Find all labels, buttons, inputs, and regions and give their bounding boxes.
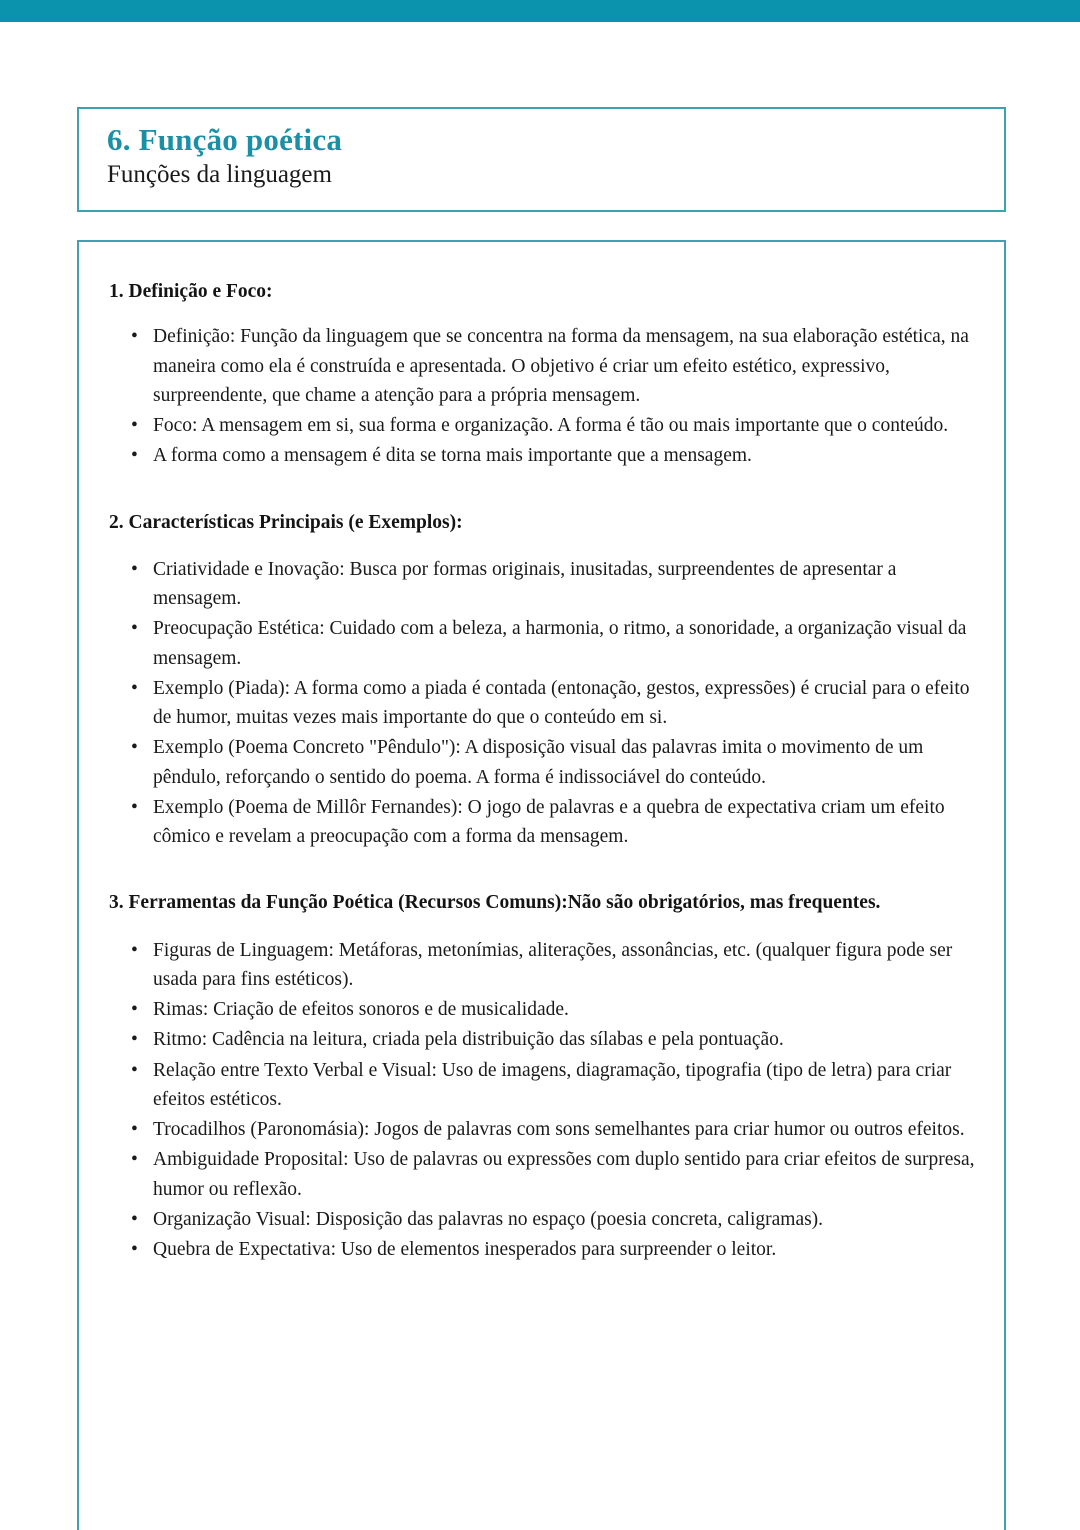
list-item [109,1145,978,1204]
list-item [109,441,978,470]
list-item [109,1235,978,1264]
section-bullet-list [109,555,978,852]
page-subtitle: Funções da linguagem [107,160,332,188]
list-item [109,793,978,852]
title-box [77,107,1006,212]
content-box [77,240,1006,1530]
section-bullet-list [109,322,978,470]
list-item [109,1025,978,1054]
list-item-text: Ambiguidade Proposital: Uso de palavras ou expressões com duplo sentido para criar efeitos de surpresa, humor ou reflexão. [153,1149,975,1200]
list-item [109,995,978,1024]
list-item [109,322,978,410]
bullet-icon: • [131,737,138,759]
document-page [0,22,1080,1528]
section-definicao-e-foco [109,278,978,471]
bullet-icon: • [131,1119,138,1141]
list-item [109,1056,978,1115]
list-item-text: Exemplo (Poema Concreto "Pêndulo"): A disposição visual das palavras imita o movimento de um pêndulo, reforçando o sentido do poema. A forma é indissociável do conteúdo. [153,737,924,788]
list-item [109,411,978,440]
bullet-icon: • [131,445,138,467]
bullet-icon: • [131,677,138,699]
list-item [109,733,978,792]
list-item-text: Relação entre Texto Verbal e Visual: Uso de imagens, diagramação, tipografia (tipo de letra) para criar efeitos estéticos. [153,1059,952,1110]
section-heading: 1. Definição e Foco: [109,281,273,302]
bullet-icon: • [131,1029,138,1051]
section-bullet-list [109,936,978,1265]
top-accent-band [0,0,1080,22]
list-item-text: Preocupação Estética: Cuidado com a beleza, a harmonia, o ritmo, a sonoridade, a organização visual da mensagem. [153,618,967,669]
bullet-icon: • [131,415,138,437]
bullet-icon: • [131,326,138,348]
list-item [109,1115,978,1144]
list-item-text: Quebra de Expectativa: Uso de elementos inesperados para surpreender o leitor. [153,1239,777,1261]
section-caracteristicas-principais [109,509,978,852]
list-item-text: Foco: A mensagem em si, sua forma e organização. A forma é tão ou mais importante que o conteúdo. [153,415,949,437]
bullet-icon: • [131,1239,138,1261]
bullet-icon: • [131,796,138,818]
list-item-text: A forma como a mensagem é dita se torna mais importante que a mensagem. [153,445,752,467]
list-item-text: Criatividade e Inovação: Busca por formas originais, inusitadas, surpreendentes de apresentar a mensagem. [153,558,897,610]
list-item-text: Figuras de Linguagem: Metáforas, metonímias, aliterações, assonâncias, etc. (qualquer figura pode ser usada para fins estéticos). [153,939,953,990]
list-item-text: Exemplo (Poema de Millôr Fernandes): O jogo de palavras e a quebra de expectativa criam um efeito cômico e revelam a preocupação com a forma da mensagem. [153,796,945,848]
bullet-icon: • [131,618,138,640]
bullet-icon: • [131,999,138,1021]
list-item [109,1205,978,1234]
bullet-icon: • [131,558,138,580]
list-item [109,674,978,733]
bullet-icon: • [131,939,138,961]
list-item [109,614,978,673]
bullet-icon: • [131,1149,138,1171]
list-item-text: Definição: Função da linguagem que se concentra na forma da mensagem, na sua elaboração estética, na maneira como ela é construída e apresentada. O objetivo é criar um efeito estético, expressivo, surpreendente, que chame a atenção para a própria mensagem. [153,326,969,406]
bullet-icon: • [131,1208,138,1230]
page-title: 6. Função poética [107,122,343,157]
list-item-text: Trocadilhos (Paronomásia): Jogos de palavras com sons semelhantes para criar humor ou outros efeitos. [153,1119,965,1141]
bullet-icon: • [131,1059,138,1081]
list-item-text: Organização Visual: Disposição das palavras no espaço (poesia concreta, caligramas). [153,1208,824,1230]
list-item [109,555,978,614]
list-item-text: Exemplo (Piada): A forma como a piada é contada (entonação, gestos, expressões) é crucial para o efeito de humor, muitas vezes mais importante do que o conteúdo em si. [153,677,970,729]
list-item [109,936,978,995]
title-box-inner [79,109,1004,189]
section-ferramentas-da-funcao-poetica [109,889,978,1264]
section-heading: 3. Ferramentas da Função Poética (Recursos Comuns):Não são obrigatórios, mas frequentes. [109,892,881,914]
list-item-text: Ritmo: Cadência na leitura, criada pela distribuição das sílabas e pela pontuação. [153,1029,784,1051]
content-box-inner [79,242,1004,1264]
list-item-text: Rimas: Criação de efeitos sonoros e de musicalidade. [153,999,569,1021]
section-heading: 2. Características Principais (e Exemplos): [109,511,463,533]
